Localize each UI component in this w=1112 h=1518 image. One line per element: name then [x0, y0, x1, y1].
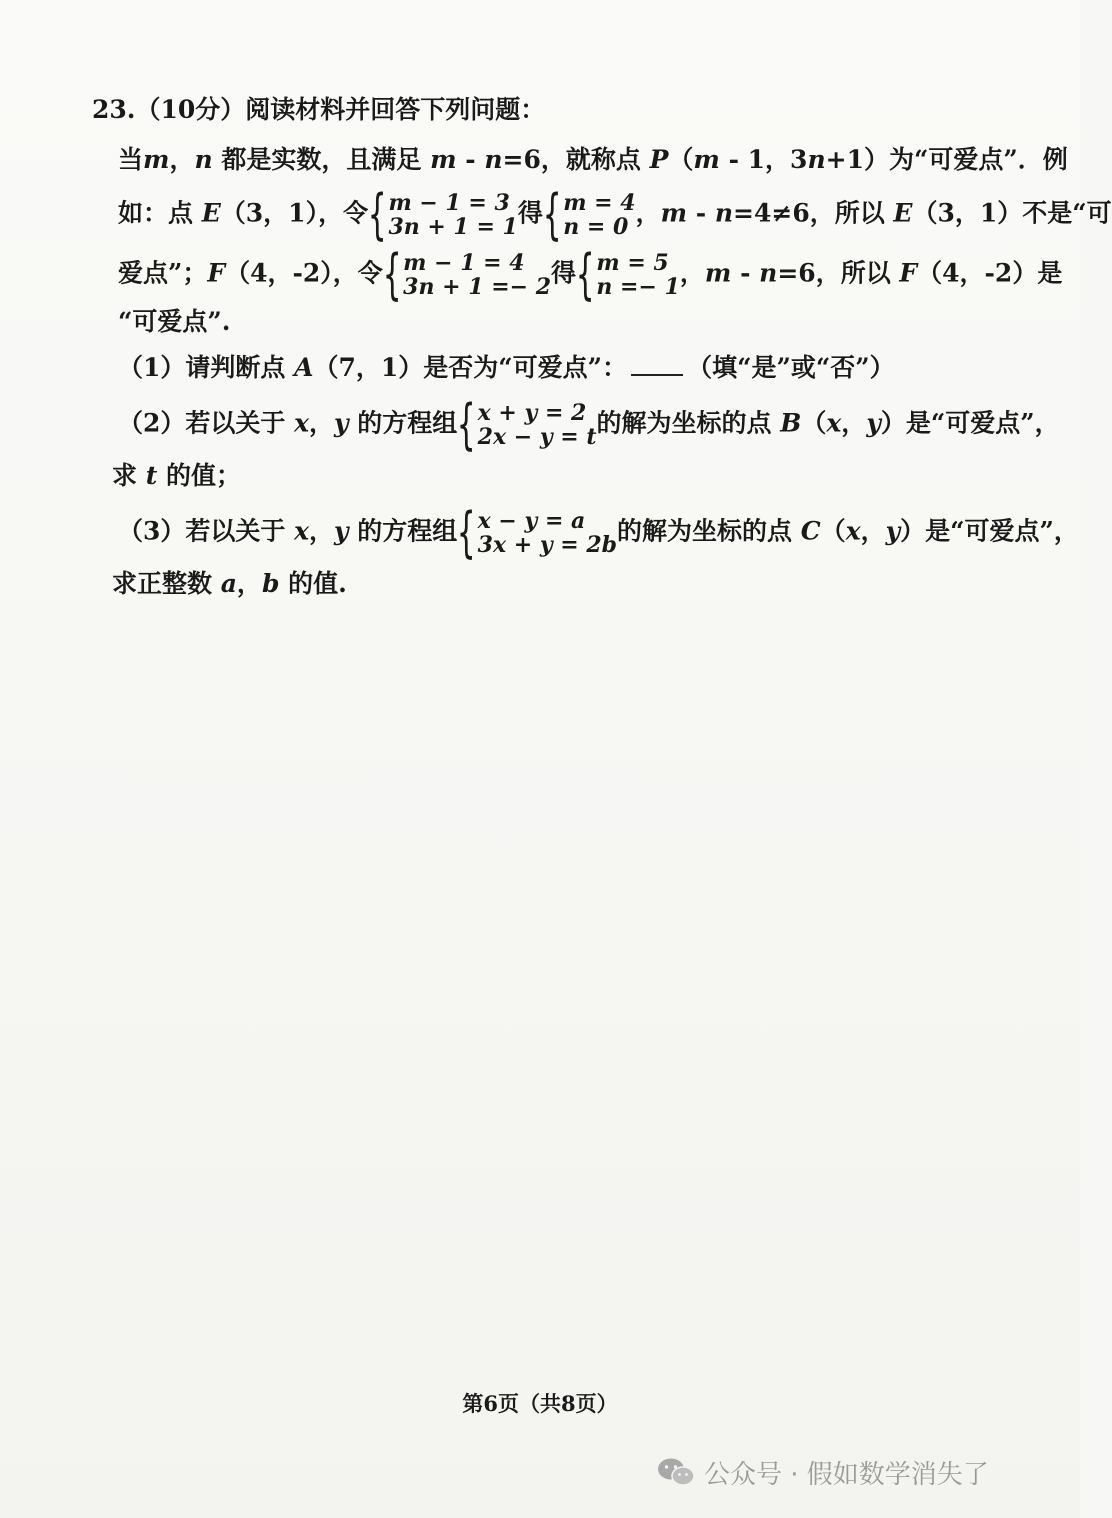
left-brace: { [575, 243, 595, 306]
equation-system-1 [388, 191, 517, 239]
text: - [731, 258, 760, 288]
left-brace: { [367, 183, 387, 246]
text: 的值. [279, 569, 347, 598]
text: 如：点 [118, 198, 202, 228]
var-m: m [693, 145, 720, 174]
point-B: B [780, 408, 802, 438]
text: ， [841, 408, 867, 438]
var-b: b [261, 569, 280, 598]
text: - [687, 198, 715, 228]
text: - 1，3 [719, 145, 808, 174]
material-line-1 [118, 142, 1068, 178]
text: （1）请判断点 [118, 353, 295, 382]
point-A: A [294, 353, 314, 382]
text: ， [309, 408, 335, 438]
point-P: P [649, 145, 669, 174]
text: ， [679, 258, 705, 288]
var-n: n [759, 258, 778, 288]
question-header [92, 92, 545, 128]
equation-row: m = 4 [563, 190, 636, 216]
text: （4，-2），令 [225, 258, 383, 288]
equation-row: 3n + 1 = 1 [388, 214, 518, 240]
question-number: 23. [92, 95, 136, 124]
var-m: m [660, 198, 688, 228]
text: ）是“可爱点”， [900, 516, 1079, 546]
equation-row: m − 1 = 3 [388, 190, 510, 216]
left-brace: { [382, 243, 402, 306]
watermark-text: 公众号 · 假如数学消失了 [704, 1459, 989, 1490]
var-t: t [145, 461, 158, 490]
equation-row: 3n + 1 =− 2 [403, 274, 552, 300]
var-n: n [194, 145, 213, 174]
var-m: m [704, 258, 732, 288]
page-footer: 第6页（共8页） [462, 1391, 618, 1416]
answer-blank[interactable] [631, 374, 683, 376]
text: 都是实数，且满足 [212, 145, 431, 174]
text: （7，1）是否为“可爱点”： [313, 353, 628, 382]
text: ， [236, 569, 262, 598]
point-F: F [899, 258, 918, 288]
var-n: n [714, 198, 734, 228]
equation-system-part3 [478, 509, 617, 557]
left-brace: { [457, 393, 476, 456]
var-x: x [294, 516, 310, 546]
material-line-4 [118, 304, 230, 340]
var-y: y [334, 516, 349, 546]
watermark [656, 1452, 1056, 1492]
equation-row: x + y = 2 [477, 400, 587, 426]
point-F: F [207, 258, 226, 288]
equation-row: n =− 1 [596, 274, 680, 300]
text: 的方程组 [348, 408, 458, 438]
text: ， [635, 198, 661, 228]
equation-row: m = 5 [596, 250, 669, 276]
text: （ [801, 408, 827, 438]
text: - [456, 145, 485, 174]
var-a: a [220, 569, 237, 598]
text: ， [169, 145, 195, 174]
equation-row: n = 0 [563, 214, 629, 240]
text: ， [309, 516, 335, 546]
equation-system-3 [403, 251, 551, 299]
text: 当 [118, 145, 144, 174]
text: =6，就称点 [502, 145, 650, 174]
part-3-line-1 [118, 501, 1079, 564]
var-m: m [430, 145, 457, 174]
text: 求 [112, 461, 146, 490]
part-3-line-2 [112, 566, 347, 602]
text: ， [860, 516, 886, 546]
text: “可爱点”. [118, 307, 231, 336]
var-n: n [484, 145, 503, 174]
material-line-3 [118, 243, 1063, 306]
text: 的解为坐标的点 [617, 516, 801, 546]
text: （3，1），令 [220, 198, 369, 228]
equation-system-part2 [478, 401, 597, 449]
text: （3）若以关于 [118, 516, 295, 546]
var-m: m [143, 145, 170, 174]
text: 得 [551, 258, 577, 288]
var-n: n [807, 145, 826, 174]
text: +1）为“可爱点”．例 [825, 145, 1068, 174]
text: （2）若以关于 [118, 408, 295, 438]
text: （ [668, 145, 694, 174]
equation-system-2 [563, 191, 635, 239]
text: （4，-2）是 [917, 258, 1063, 288]
question-instruction: 阅读材料并回答下列问题： [245, 95, 546, 124]
var-y: y [866, 408, 881, 438]
equation-row: 3x + y = 2b [477, 532, 618, 558]
part-2-line-2 [112, 458, 241, 494]
equation-row: m − 1 = 4 [403, 250, 525, 276]
text: 求正整数 [112, 569, 221, 598]
point-E: E [893, 198, 913, 228]
text: =6，所以 [777, 258, 900, 288]
part-1 [118, 350, 895, 386]
left-brace: { [457, 501, 476, 564]
equation-system-4 [596, 251, 680, 299]
var-y: y [885, 516, 901, 546]
part-2-line-1 [118, 393, 1060, 456]
wechat-icon [656, 1456, 696, 1488]
point-E: E [201, 198, 221, 228]
var-x: x [845, 516, 861, 546]
text: 的方程组 [348, 516, 458, 546]
text: ）是“可爱点”， [880, 408, 1060, 438]
point-C: C [800, 516, 821, 546]
equation-row: 2x − y = t [477, 424, 597, 450]
text: 的解为坐标的点 [596, 408, 781, 438]
text: （填“是”或“否”） [687, 353, 895, 382]
var-x: x [826, 408, 842, 438]
text: （ [820, 516, 846, 546]
material-line-2 [118, 183, 1112, 246]
text: 的值； [157, 461, 241, 490]
equation-row: x − y = a [477, 508, 586, 534]
left-brace: { [542, 183, 562, 246]
text: =4≠6，所以 [733, 198, 894, 228]
text: 得 [517, 198, 543, 228]
var-y: y [334, 408, 349, 438]
var-x: x [294, 408, 310, 438]
question-points: （10分） [135, 95, 246, 124]
text: 爱点”； [118, 258, 208, 288]
text: （3，1）不是“可 [912, 198, 1112, 228]
